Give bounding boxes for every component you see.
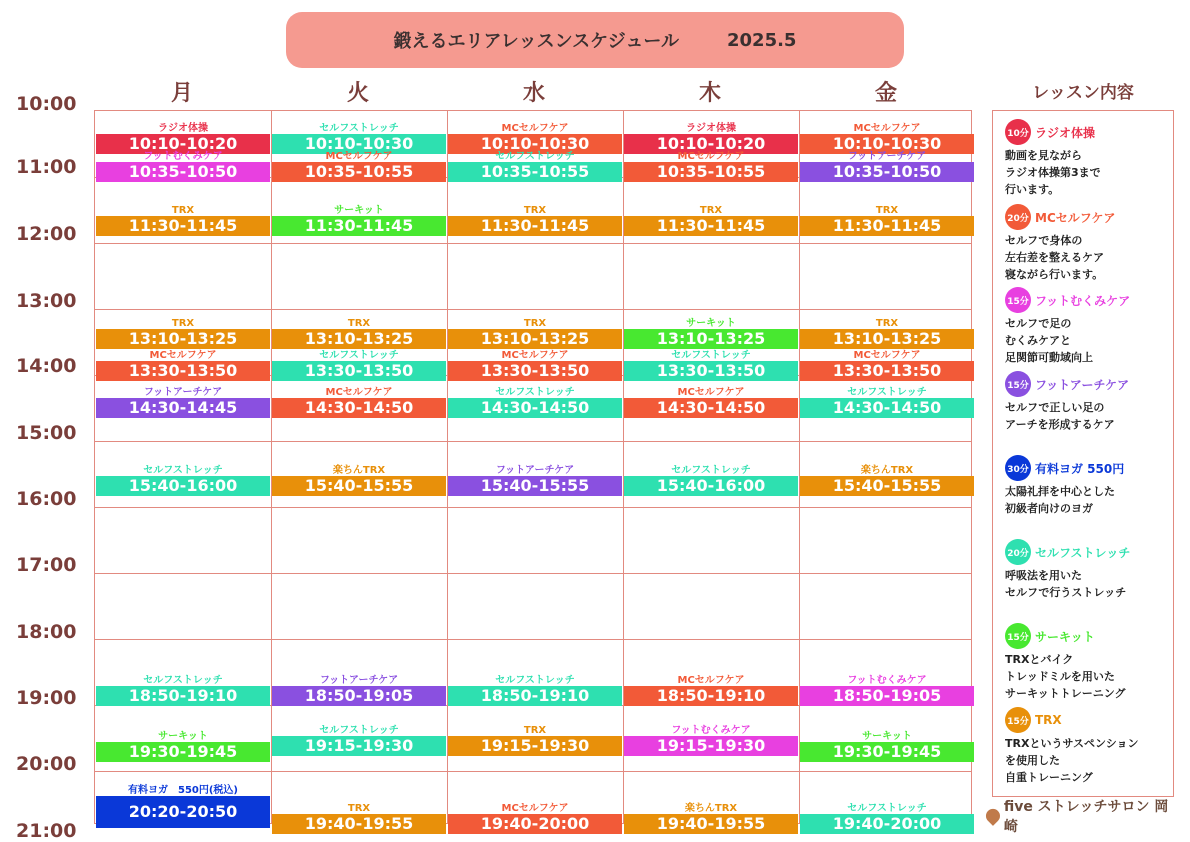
hour-gridline — [95, 507, 971, 508]
hour-gridline — [95, 639, 971, 640]
lesson-name: サーキット — [862, 731, 912, 742]
lesson-name: 楽ちんTRX — [332, 465, 386, 476]
lesson-time: 11:30-11:45 — [624, 216, 798, 236]
lesson-time: 14:30-14:50 — [624, 398, 798, 418]
schedule-date: 2025.5 — [727, 29, 797, 51]
lesson-slot[interactable] — [448, 350, 622, 381]
lesson-name: セルフストレッチ — [495, 151, 575, 162]
lesson-slot[interactable] — [96, 205, 270, 236]
legend-item — [1005, 707, 1171, 786]
lesson-name: フットむくみケア — [847, 675, 927, 686]
lesson-name: TRX — [347, 803, 371, 814]
lesson-slot[interactable] — [96, 465, 270, 496]
lesson-slot[interactable] — [800, 350, 974, 381]
time-label: 11:00 — [16, 156, 77, 178]
five-logo-icon — [983, 806, 1003, 826]
duration-badge: 15分 — [1005, 707, 1031, 733]
lesson-slot[interactable] — [272, 387, 446, 418]
lesson-time: 13:30-13:50 — [272, 361, 446, 381]
duration-badge: 15分 — [1005, 287, 1031, 313]
duration-badge: 15分 — [1005, 623, 1031, 649]
brand-footer — [986, 799, 1180, 835]
legend-item-header — [1005, 119, 1171, 145]
lesson-time: 14:30-14:50 — [272, 398, 446, 418]
legend-lesson-name: TRX — [1035, 713, 1062, 727]
lesson-slot[interactable] — [96, 785, 270, 828]
lesson-name: フットアーチケア — [319, 675, 399, 686]
lesson-time: 18:50-19:10 — [448, 686, 622, 706]
lesson-name: TRX — [875, 205, 899, 216]
lesson-time: 18:50-19:10 — [96, 686, 270, 706]
lesson-name: MCセルフケア — [325, 387, 393, 398]
time-label: 18:00 — [16, 621, 77, 643]
day-header: 火 — [346, 81, 369, 106]
lesson-slot[interactable] — [624, 151, 798, 182]
legend-description: TRXとバイク トレッドミルを用いた サーキットトレーニング — [1005, 653, 1126, 700]
lesson-name: セルフストレッチ — [143, 465, 223, 476]
time-label: 19:00 — [16, 687, 77, 709]
lesson-name: TRX — [171, 318, 195, 329]
duration-badge: 15分 — [1005, 371, 1031, 397]
lesson-time: 18:50-19:05 — [272, 686, 446, 706]
lesson-name: セルフストレッチ — [319, 350, 399, 361]
legend-item-header — [1005, 539, 1171, 565]
lesson-slot[interactable] — [624, 465, 798, 496]
lesson-time: 13:10-13:25 — [96, 329, 270, 349]
lesson-slot[interactable] — [624, 803, 798, 834]
lesson-name: セルフストレッチ — [847, 387, 927, 398]
lesson-slot[interactable] — [448, 205, 622, 236]
duration-badge: 10分 — [1005, 119, 1031, 145]
time-label: 21:00 — [16, 820, 77, 842]
lesson-slot[interactable] — [800, 675, 974, 706]
lesson-time: 13:30-13:50 — [448, 361, 622, 381]
legend-lesson-name: セルフストレッチ — [1035, 545, 1131, 560]
day-header: 金 — [874, 81, 897, 106]
legend-description: 動画を見ながら ラジオ体操第3まで 行います。 — [1005, 149, 1101, 196]
hour-gridline — [95, 771, 971, 772]
hour-gridline — [95, 573, 971, 574]
legend-lesson-name: サーキット — [1035, 629, 1095, 644]
legend-lesson-name: MCセルフケア — [1035, 210, 1116, 225]
lesson-slot[interactable] — [448, 465, 622, 496]
hour-gridline — [95, 243, 971, 244]
lesson-slot[interactable] — [448, 387, 622, 418]
lesson-time: 13:10-13:25 — [624, 329, 798, 349]
time-label: 20:00 — [16, 753, 77, 775]
duration-badge: 20分 — [1005, 204, 1031, 230]
lesson-name: サーキット — [334, 205, 384, 216]
schedule-grid — [94, 110, 972, 833]
lesson-name: TRX — [523, 725, 547, 736]
lesson-time: 10:10-10:30 — [272, 134, 446, 154]
lesson-time: 15:40-15:55 — [448, 476, 622, 496]
lesson-time: 13:10-13:25 — [800, 329, 974, 349]
lesson-slot[interactable] — [272, 205, 446, 236]
day-header: 月 — [170, 81, 193, 106]
legend-lesson-name: ラジオ体操 — [1035, 125, 1096, 140]
lesson-slot[interactable] — [800, 803, 974, 834]
lesson-slot[interactable] — [448, 151, 622, 182]
legend-title: レッスン内容 — [1032, 83, 1134, 103]
lesson-name: MCセルフケア — [501, 803, 569, 814]
lesson-name: サーキット — [158, 731, 208, 742]
lesson-name: MCセルフケア — [853, 350, 921, 361]
lesson-name: セルフストレッチ — [495, 387, 575, 398]
lesson-time: 10:35-10:50 — [96, 162, 270, 182]
legend-item — [1005, 119, 1171, 198]
lesson-name: フットむくみケア — [671, 725, 751, 736]
legend-description: 太陽礼拝を中心とした 初級者向けのヨガ — [1005, 485, 1115, 515]
legend-lesson-name: フットむくみケア — [1035, 293, 1131, 308]
lesson-time: 15:40-16:00 — [96, 476, 270, 496]
lesson-name: フットアーチケア — [143, 387, 223, 398]
legend-item-header — [1005, 371, 1171, 397]
lesson-time: 19:30-19:45 — [96, 742, 270, 762]
time-label: 13:00 — [16, 290, 77, 312]
lesson-time: 13:30-13:50 — [96, 361, 270, 381]
lesson-time: 19:40-19:55 — [272, 814, 446, 834]
lesson-slot[interactable] — [96, 123, 270, 154]
lesson-slot[interactable] — [272, 318, 446, 349]
lesson-slot[interactable] — [624, 387, 798, 418]
lesson-slot[interactable] — [272, 465, 446, 496]
lesson-time: 19:40-20:00 — [448, 814, 622, 834]
lesson-name: ラジオ体操 — [158, 123, 208, 134]
legend-item — [1005, 539, 1171, 601]
lesson-slot[interactable] — [800, 387, 974, 418]
time-label: 14:00 — [16, 355, 77, 377]
duration-badge: 20分 — [1005, 539, 1031, 565]
time-label: 16:00 — [16, 488, 77, 510]
legend-description: セルフで正しい足の アーチを形成するケア — [1005, 401, 1115, 431]
lesson-name: セルフストレッチ — [847, 803, 927, 814]
lesson-name: MCセルフケア — [501, 123, 569, 134]
lesson-slot[interactable] — [96, 675, 270, 706]
legend-item-header — [1005, 287, 1171, 313]
lesson-slot[interactable] — [800, 731, 974, 762]
lesson-slot[interactable] — [624, 318, 798, 349]
lesson-name: MCセルフケア — [853, 123, 921, 134]
lesson-name: TRX — [347, 318, 371, 329]
lesson-slot[interactable] — [800, 465, 974, 496]
lesson-time: 10:35-10:55 — [272, 162, 446, 182]
lesson-slot[interactable] — [272, 123, 446, 154]
lesson-slot[interactable] — [448, 123, 622, 154]
lesson-name: 楽ちんTRX — [860, 465, 914, 476]
lesson-name: MCセルフケア — [677, 675, 745, 686]
lesson-slot[interactable] — [448, 803, 622, 834]
lesson-slot[interactable] — [96, 350, 270, 381]
lesson-time: 19:40-20:00 — [800, 814, 974, 834]
lesson-name: 有料ヨガ 550円(税込) — [127, 785, 238, 796]
lesson-time: 10:10-10:20 — [96, 134, 270, 154]
lesson-name: セルフストレッチ — [495, 675, 575, 686]
lesson-name: セルフストレッチ — [671, 465, 751, 476]
lesson-slot[interactable] — [96, 387, 270, 418]
day-header: 水 — [522, 81, 545, 106]
legend-item-header — [1005, 623, 1171, 649]
title-banner — [286, 12, 904, 68]
lesson-time: 11:30-11:45 — [272, 216, 446, 236]
lesson-slot[interactable] — [800, 151, 974, 182]
lesson-slot[interactable] — [624, 123, 798, 154]
legend-description: 呼吸法を用いた セルフで行うストレッチ — [1005, 569, 1127, 599]
lesson-time: 15:40-16:00 — [624, 476, 798, 496]
lesson-time: 15:40-15:55 — [800, 476, 974, 496]
lesson-slot[interactable] — [272, 675, 446, 706]
lesson-slot[interactable] — [448, 675, 622, 706]
lesson-name: セルフストレッチ — [143, 675, 223, 686]
lesson-slot[interactable] — [272, 725, 446, 756]
lesson-time: 19:15-19:30 — [624, 736, 798, 756]
lesson-name: フットアーチケア — [495, 465, 575, 476]
lesson-slot[interactable] — [624, 725, 798, 756]
lesson-time: 14:30-14:50 — [448, 398, 622, 418]
lesson-time: 18:50-19:10 — [624, 686, 798, 706]
lesson-legend — [992, 110, 1174, 797]
legend-item-header — [1005, 455, 1171, 481]
lesson-name: TRX — [699, 205, 723, 216]
lesson-time: 10:35-10:55 — [624, 162, 798, 182]
lesson-name: 楽ちんTRX — [684, 803, 738, 814]
legend-item — [1005, 455, 1171, 517]
lesson-time: 10:35-10:55 — [448, 162, 622, 182]
lesson-slot[interactable] — [800, 205, 974, 236]
hour-gridline — [95, 309, 971, 310]
lesson-time: 10:10-10:30 — [800, 134, 974, 154]
legend-description: セルフで足の むくみケアと 足関節可動域向上 — [1005, 317, 1093, 364]
lesson-slot[interactable] — [448, 318, 622, 349]
lesson-time: 15:40-15:55 — [272, 476, 446, 496]
time-label: 15:00 — [16, 422, 77, 444]
lesson-name: MCセルフケア — [149, 350, 217, 361]
lesson-time: 10:10-10:30 — [448, 134, 622, 154]
lesson-name: TRX — [523, 318, 547, 329]
lesson-slot[interactable] — [800, 123, 974, 154]
lesson-slot[interactable] — [272, 350, 446, 381]
lesson-name: セルフストレッチ — [319, 725, 399, 736]
legend-item-header — [1005, 707, 1171, 733]
page-title: 鍛えるエリアレッスンスケジュール — [393, 31, 679, 52]
lesson-name: フットアーチケア — [847, 151, 927, 162]
lesson-slot[interactable] — [624, 205, 798, 236]
duration-badge: 30分 — [1005, 455, 1031, 481]
lesson-slot[interactable] — [96, 318, 270, 349]
lesson-time: 13:30-13:50 — [800, 361, 974, 381]
lesson-name: フットむくみケア — [143, 151, 223, 162]
lesson-time: 19:30-19:45 — [800, 742, 974, 762]
lesson-name: MCセルフケア — [501, 350, 569, 361]
legend-lesson-name: 有料ヨガ 550円 — [1035, 461, 1125, 476]
lesson-time: 14:30-14:45 — [96, 398, 270, 418]
lesson-time: 18:50-19:05 — [800, 686, 974, 706]
lesson-time: 13:10-13:25 — [448, 329, 622, 349]
legend-item — [1005, 371, 1171, 433]
lesson-name: セルフストレッチ — [319, 123, 399, 134]
lesson-time: 13:10-13:25 — [272, 329, 446, 349]
lesson-slot[interactable] — [624, 350, 798, 381]
lesson-slot[interactable] — [800, 318, 974, 349]
time-label: 17:00 — [16, 554, 77, 576]
lesson-time: 19:40-19:55 — [624, 814, 798, 834]
lesson-time: 10:10-10:20 — [624, 134, 798, 154]
lesson-time: 14:30-14:50 — [800, 398, 974, 418]
legend-lesson-name: フットアーチケア — [1035, 377, 1129, 392]
time-label: 10:00 — [16, 93, 77, 115]
lesson-name: MCセルフケア — [677, 151, 745, 162]
lesson-time: 20:20-20:50 — [96, 796, 270, 828]
legend-item-header — [1005, 204, 1171, 230]
lesson-time: 10:35-10:50 — [800, 162, 974, 182]
legend-item — [1005, 204, 1171, 283]
lesson-slot[interactable] — [96, 151, 270, 182]
time-label: 12:00 — [16, 223, 77, 245]
lesson-time: 11:30-11:45 — [448, 216, 622, 236]
lesson-time: 11:30-11:45 — [96, 216, 270, 236]
lesson-slot[interactable] — [272, 151, 446, 182]
lesson-time: 13:30-13:50 — [624, 361, 798, 381]
lesson-slot[interactable] — [272, 803, 446, 834]
lesson-name: サーキット — [686, 318, 736, 329]
lesson-slot[interactable] — [448, 725, 622, 756]
lesson-name: セルフストレッチ — [671, 350, 751, 361]
lesson-time: 11:30-11:45 — [800, 216, 974, 236]
lesson-name: MCセルフケア — [325, 151, 393, 162]
lesson-name: TRX — [875, 318, 899, 329]
lesson-time: 19:15-19:30 — [448, 736, 622, 756]
lesson-name: TRX — [171, 205, 195, 216]
brand-text: five ストレッチサロン 岡崎 — [1003, 799, 1169, 835]
legend-item — [1005, 287, 1171, 366]
lesson-name: ラジオ体操 — [686, 123, 736, 134]
legend-item — [1005, 623, 1171, 702]
lesson-name: MCセルフケア — [677, 387, 745, 398]
legend-description: セルフで身体の 左右差を整えるケア 寝ながら行います。 — [1005, 234, 1104, 281]
day-header: 木 — [698, 81, 721, 106]
legend-description: TRXというサスペンション を使用した 自重トレーニング — [1005, 737, 1139, 784]
hour-gridline — [95, 441, 971, 442]
lesson-slot[interactable] — [624, 675, 798, 706]
lesson-slot[interactable] — [96, 731, 270, 762]
lesson-name: TRX — [523, 205, 547, 216]
lesson-time: 19:15-19:30 — [272, 736, 446, 756]
